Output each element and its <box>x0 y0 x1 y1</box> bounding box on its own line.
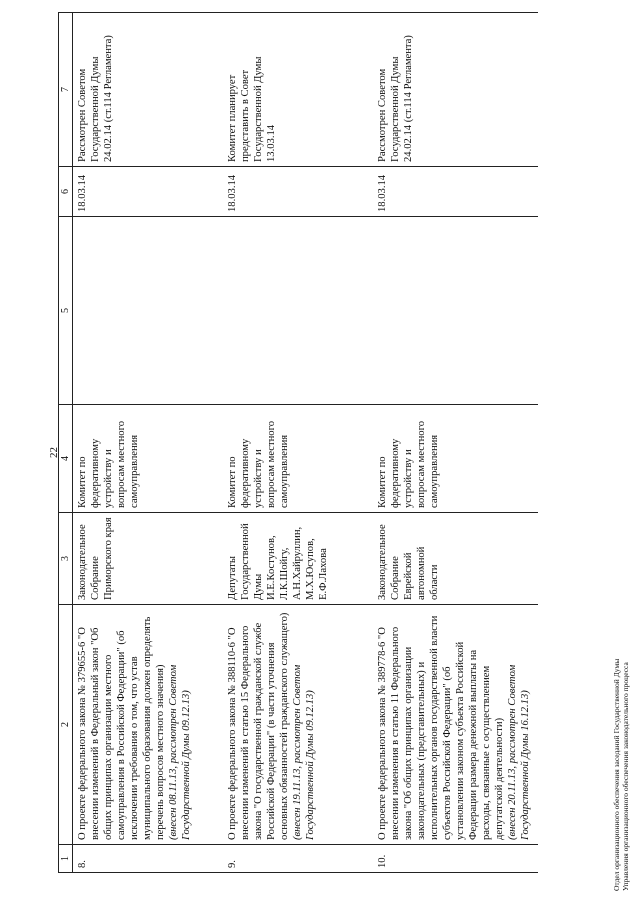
bill-note: (внесен 20.11.13, рассмотрен Советом Государственной Думы 16.12.13) <box>506 664 531 840</box>
header-col-1: 1 <box>59 845 73 873</box>
table-row <box>373 13 538 873</box>
header-col-3: 3 <box>59 513 73 605</box>
header-row <box>59 13 73 873</box>
bill-date: 18.03.14 <box>373 167 538 217</box>
table-row <box>73 13 223 873</box>
bill-col5 <box>373 217 538 405</box>
bill-author: Депутаты Государственной Думы И.Е.Костунов, Л.К.Шойгу, А.Н.Хайруллин, М.Х.Юсупов, Е.Ф.Лахова <box>223 513 373 605</box>
row-number: 10. <box>373 845 538 873</box>
bill-description: О проекте федерального закона № 389778-6 "О внесении изменения в статью 11 Федерального закона "Об общих принципах организации законодательных (представительных) и исполнительных органов государственной власти субъектов Российской Федерации" (об установлении законом субъекта Российской Федерации размера денежной выплаты на расходы, связанные с осуществлением депутатской деятельности) (внесен 20.11.13, рассмотрен Советом Государственной Думы 16.12.13) <box>373 605 538 845</box>
bill-committee: Комитет по федеративному устройству и вопросам местного самоуправления <box>73 405 223 513</box>
bill-col5 <box>73 217 223 405</box>
bill-status: Рассмотрен Советом Государственной Думы 24.02.14 (ст.114 Регламента) <box>373 13 538 167</box>
bill-note: (внесен 19.11.13, рассмотрен Советом Государственной Думы 09.12.13) <box>291 664 316 840</box>
row-number: 9. <box>223 845 373 873</box>
header-col-5: 5 <box>59 217 73 405</box>
header-col-7: 7 <box>59 13 73 167</box>
bill-committee: Комитет по федеративному устройству и вопросам местного самоуправления <box>223 405 373 513</box>
bill-date: 18.03.14 <box>73 167 223 217</box>
row-number: 8. <box>73 845 223 873</box>
bill-author: Законодательное Собрание Приморского края <box>73 513 223 605</box>
bill-status: Рассмотрен Советом Государственной Думы 24.02.14 (ст.114 Регламента) <box>73 13 223 167</box>
bill-description: О проекте федерального закона № 379655-6 "О внесении изменений в Федеральный закон "Об общих принципах организации местного самоуправления в Российской Федерации" (об исключении требования о том, что устав муниципального образования должен определять перечень вопросов местного значения) (внесен 08.11.13, рассмотрен Советом Государственной Думы 09.12.13) <box>73 605 223 845</box>
bill-date: 18.03.14 <box>223 167 373 217</box>
footer <box>612 659 630 891</box>
footer-line-1: Отдел организационного обеспечения заседаний Государственной Думы <box>612 658 621 891</box>
table-row <box>223 13 373 873</box>
bill-author: Законодательное Собрание Еврейской автономной области <box>373 513 538 605</box>
bill-committee: Комитет по федеративному устройству и вопросам местного самоуправления <box>373 405 538 513</box>
page-number: 22 <box>48 447 60 458</box>
footer-line-2: Управления организационного обеспечения законодательного процесса <box>621 662 630 891</box>
bill-description: О проекте федерального закона № 388110-6 "О внесении изменений в статью 15 Федерального закона "О государственной гражданской службе Российской Федерации" (в части уточнения основных обязанностей гражданского служащего) (внесен 19.11.13, рассмотрен Советом Государственной Думы 09.12.13) <box>223 605 373 845</box>
header-col-4: 4 <box>59 405 73 513</box>
bill-status: Комитет планирует представить в Совет Государственной Думы 13.03.14 <box>223 13 373 167</box>
header-col-6: 6 <box>59 167 73 217</box>
bill-col5 <box>223 217 373 405</box>
bills-table <box>58 12 538 873</box>
header-col-2: 2 <box>59 605 73 845</box>
bill-note: (внесен 08.11.13, рассмотрен Советом Государственной Думы 09.12.13) <box>168 664 192 840</box>
